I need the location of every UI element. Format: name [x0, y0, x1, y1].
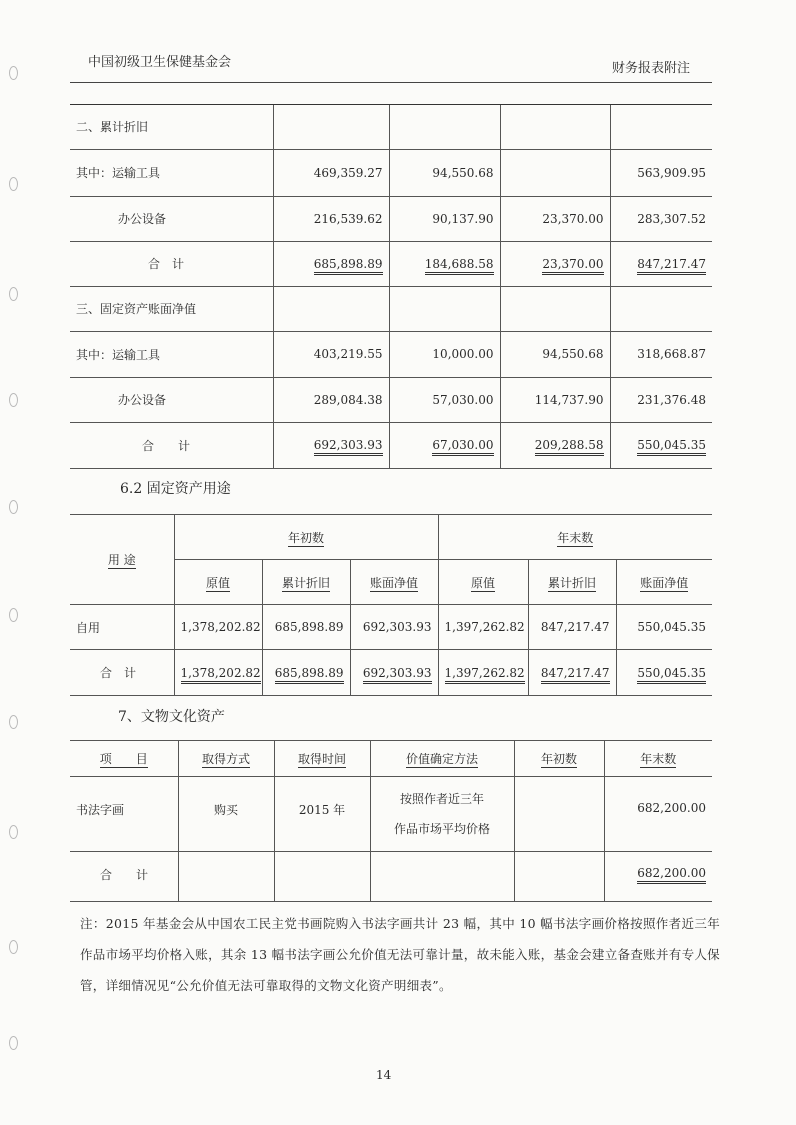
row-label: 办公设备: [70, 196, 273, 241]
table-row-total: [70, 422, 712, 468]
col-header: 累计折旧: [548, 575, 597, 590]
binder-hole: [9, 287, 18, 301]
binder-hole: [9, 500, 18, 514]
cell-value: 685,898.89: [262, 605, 350, 650]
cell-value: 23,370.00: [500, 196, 610, 241]
total-value: 685,898.89: [275, 666, 344, 684]
cell-value: 10,000.00: [389, 331, 500, 377]
section-heading: 三、固定资产账面净值: [70, 286, 273, 331]
cell-value: [514, 777, 604, 852]
binder-hole: [9, 1036, 18, 1050]
total-value: 692,303.93: [363, 666, 432, 684]
group-header-begin: [174, 515, 438, 560]
cell-value: 57,030.00: [389, 377, 500, 422]
col-header: 项 目: [99, 752, 148, 766]
total-value: 847,217.47: [541, 666, 610, 684]
cell-value: 289,084.38: [273, 377, 389, 422]
total-value: 1,397,262.82: [445, 666, 525, 684]
cell-value: [500, 149, 610, 196]
cell-value: 2015 年: [274, 777, 370, 852]
cell-value: 114,737.90: [500, 377, 610, 422]
header-doc-title: 财务报表附注: [612, 61, 691, 76]
total-value: 23,370.00: [542, 257, 603, 275]
total-label: 合 计: [70, 852, 178, 902]
binder-hole: [9, 715, 18, 729]
fixed-assets-table: [70, 105, 712, 469]
total-value: 692,303.93: [314, 438, 383, 456]
page-number: 14: [376, 1068, 392, 1082]
table-row: [70, 331, 712, 377]
cell-value: 216,539.62: [273, 196, 389, 241]
header-org: 中国初级卫生保健基金会: [88, 55, 232, 70]
cell-value: 318,668.87: [610, 331, 712, 377]
section-title-cultural: 7、文物文化资产: [118, 709, 225, 725]
col-header: 账面净值: [640, 575, 689, 590]
total-value: 550,045.35: [637, 438, 706, 456]
col-header: 账面净值: [370, 575, 419, 590]
col-header: 价值确定方法: [405, 752, 478, 766]
cell-value: 682,200.00: [604, 777, 712, 852]
table-row-total: [70, 650, 712, 696]
col-header: 取得方式: [201, 752, 250, 766]
table-row-total: [70, 241, 712, 286]
table-row: [70, 105, 712, 149]
row-label: 自用: [70, 605, 174, 650]
row-label: 其中：运输工具: [70, 331, 273, 377]
group-header-end: [438, 515, 712, 560]
table-row: [70, 377, 712, 422]
table-row: [70, 605, 712, 650]
cell-value: 469,359.27: [273, 149, 389, 196]
cell-value: 403,219.55: [273, 331, 389, 377]
binder-hole: [9, 393, 18, 407]
table-row: [70, 196, 712, 241]
binder-hole: [9, 66, 18, 80]
total-value: 847,217.47: [637, 257, 706, 275]
cell-value: 283,307.52: [610, 196, 712, 241]
cell-value: 847,217.47: [528, 605, 616, 650]
cell-value: 94,550.68: [500, 331, 610, 377]
table-row: [70, 149, 712, 196]
table-row: [70, 777, 712, 852]
binder-hole: [9, 940, 18, 954]
cell-value: 1,397,262.82: [438, 605, 528, 650]
col-header: 累计折旧: [281, 575, 330, 590]
binder-hole: [9, 825, 18, 839]
cell-value: 563,909.95: [610, 149, 712, 196]
cultural-assets-table: [70, 740, 712, 902]
purpose-header: [70, 515, 174, 605]
cell-value: 购买: [178, 777, 274, 852]
total-value: 550,045.35: [637, 666, 706, 684]
col-header: 年末数: [640, 752, 677, 766]
total-value: 682,200.00: [637, 866, 706, 884]
valuation-line: 作品市场平均价格: [393, 822, 490, 836]
col-header: 原值: [205, 575, 230, 590]
group-header-begin-label: 年初数: [288, 530, 325, 545]
cell-value: 231,376.48: [610, 377, 712, 422]
col-header: 年初数: [540, 752, 577, 766]
group-header-end-label: 年末数: [557, 530, 594, 545]
row-label: 办公设备: [70, 377, 273, 422]
binder-hole: [9, 608, 18, 622]
total-label: 合 计: [70, 422, 273, 468]
purpose-header-label: 用 途: [107, 553, 136, 567]
row-label: 其中：运输工具: [70, 149, 273, 196]
footnote: 注：2015 年基金会从中国农工民主党书画院购入书法字画共计 23 幅，其中 10 幅书法字画价格按照作者近三年作品市场平均价格入账，其余 13 幅书法字画公允价值无法可靠计量，故未能入账，基金会建立备查账并有专人保管，详细情况见“公允价值无法可靠取得的文物文化资产明细表”。: [80, 916, 720, 993]
table-row: [70, 286, 712, 331]
row-label: 书法字画: [70, 777, 178, 852]
total-value: 67,030.00: [432, 438, 493, 456]
section-title-usage: 6.2 固定资产用途: [120, 481, 231, 497]
header-divider: [70, 82, 712, 83]
cell-value: 550,045.35: [616, 605, 712, 650]
cell-value: 90,137.90: [389, 196, 500, 241]
fixed-assets-usage-table: [70, 514, 712, 696]
total-value: 209,288.58: [535, 438, 604, 456]
total-value: 685,898.89: [314, 257, 383, 275]
binder-hole: [9, 177, 18, 191]
col-header: 原值: [471, 575, 496, 590]
cell-value: 692,303.93: [350, 605, 438, 650]
table-header-row: [70, 515, 712, 560]
section-heading: 二、累计折旧: [70, 105, 273, 149]
valuation-line: 按照作者近三年: [399, 792, 484, 806]
table-row-total: [70, 852, 712, 902]
total-value: 1,378,202.82: [181, 666, 261, 684]
total-label: 合 计: [70, 650, 174, 696]
cell-value: 1,378,202.82: [174, 605, 262, 650]
cell-value: 94,550.68: [389, 149, 500, 196]
total-value: 184,688.58: [425, 257, 494, 275]
table-header-row: [70, 741, 712, 777]
total-label: 合 计: [70, 241, 273, 286]
col-header: 取得时间: [297, 752, 346, 766]
